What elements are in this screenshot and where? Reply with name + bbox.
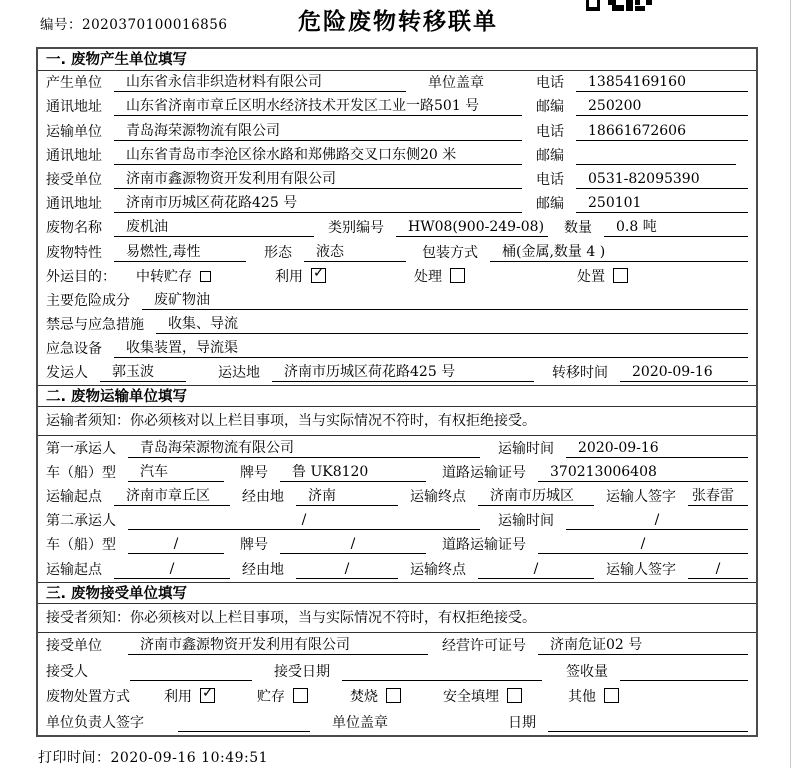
equipment-label: 应急设备: [46, 341, 102, 358]
received-qty-label: 签收量: [566, 663, 608, 680]
plate1-field: 鲁 UK8120: [280, 463, 426, 482]
purpose-transit-checkbox: [200, 271, 211, 282]
section1-title: 一. 废物产生单位填写: [38, 49, 756, 71]
zip3-label: 邮编: [536, 196, 564, 213]
address2-label: 通讯地址: [46, 147, 102, 164]
responsible-sign-field: [178, 713, 310, 732]
sign1-field: 张春雷: [688, 487, 748, 506]
page-edge-line: [790, 0, 791, 768]
manifest-form: [36, 47, 758, 737]
measures-field: 收集、导流: [156, 315, 748, 334]
carrier2-field: /: [128, 511, 480, 530]
quantity-label: 数量: [564, 220, 592, 237]
accept-date-label: 接受日期: [274, 663, 330, 680]
zip1-field: 250200: [576, 97, 748, 116]
shipper-field: 郭玉波: [100, 363, 186, 382]
receiver-row: [38, 168, 756, 192]
purpose-dispose-checkbox: [613, 268, 628, 283]
quantity-field: 0.8 吨: [604, 218, 748, 237]
waste-name-label: 废物名称: [46, 220, 102, 237]
waste-name-row: [38, 216, 756, 240]
disposal-label: 废物处置方式: [46, 689, 130, 706]
receiver-label: 接受单位: [46, 171, 102, 188]
accept-unit-field: 济南市鑫源物资开发利用有限公司: [128, 636, 428, 655]
print-time-label: 打印时间：: [38, 750, 111, 766]
disposal-method-row: [38, 684, 756, 710]
zip2-label: 邮编: [536, 147, 564, 164]
unit-seal-label: 单位盖章: [428, 75, 484, 92]
origin1-field: 济南市章丘区: [114, 487, 230, 506]
route2-row: [38, 557, 756, 581]
waste-character-row: [38, 240, 756, 264]
responsible-sign-label: 单位负责人签字: [46, 714, 144, 731]
transfer-time-field: 2020-09-16: [620, 363, 748, 382]
packing-field: 桶(金属,数量 4 ): [490, 243, 748, 262]
disposal-landfill-checkbox: [507, 688, 522, 703]
transporter-field: 青岛海荣源物流有限公司: [114, 122, 522, 141]
disposal-other-checkbox: [604, 688, 619, 703]
license-label: 经营许可证号: [442, 638, 526, 655]
vehicle2-label: 车（船）型: [46, 537, 116, 554]
transport-time2-field: /: [566, 511, 748, 530]
disposal-use-checkbox: [200, 688, 215, 703]
accept-date-field: [342, 662, 542, 681]
unit-seal2-label: 单位盖章: [332, 714, 388, 731]
vehicle1-row: [38, 461, 756, 485]
shipper-row: [38, 361, 756, 385]
vehicle1-field: 汽车: [128, 463, 224, 482]
accept-unit-label: 接受单位: [46, 638, 102, 655]
transporter-label: 运输单位: [46, 123, 102, 140]
transport-time2-label: 运输时间: [498, 513, 554, 530]
section2-title: 二. 废物运输单位填写: [38, 385, 756, 407]
address3-label: 通讯地址: [46, 196, 102, 213]
permit2-label: 道路运输证号: [442, 537, 526, 554]
carrier1-field: 青岛海荣源物流有限公司: [128, 439, 480, 458]
carrier2-row: [38, 509, 756, 533]
origin2-label: 运输起点: [46, 561, 102, 578]
waste-name-field: 废机油: [114, 218, 314, 237]
phone3-label: 电话: [536, 171, 564, 188]
sign2-label: 运输人签字: [606, 561, 676, 578]
zip2-field: [576, 146, 736, 165]
phone1-label: 电话: [536, 75, 564, 92]
purpose-option-use: 利用 ✓: [275, 268, 326, 286]
vehicle2-field: /: [128, 535, 224, 554]
destination-field: 济南市历城区荷花路425 号: [272, 363, 534, 382]
plate2-label: 牌号: [240, 537, 268, 554]
serial-value: 2020370100016856: [82, 17, 228, 33]
plate2-field: /: [280, 535, 426, 554]
origin2-field: /: [114, 560, 230, 579]
hazard-field: 废矿物油: [142, 291, 748, 310]
acceptor-label: 接受人: [46, 663, 88, 680]
origin1-label: 运输起点: [46, 489, 102, 505]
end1-field: 济南市历城区: [478, 487, 594, 506]
via1-label: 经由地: [242, 489, 284, 505]
via2-field: /: [296, 560, 398, 579]
vehicle1-label: 车（船）型: [46, 464, 116, 481]
sign2-field: /: [688, 560, 748, 579]
disposal-option-landfill: 安全填埋: [443, 688, 522, 706]
route1-row: [38, 485, 756, 509]
destination-label: 运达地: [218, 365, 260, 382]
packing-label: 包装方式: [422, 244, 478, 261]
end2-field: /: [478, 560, 594, 579]
address2-field: 山东省青岛市李沧区徐水路和郑佛路交叉口东侧20 米: [114, 146, 522, 165]
equipment-field: 收集装置，导流渠: [114, 339, 748, 358]
disposal-option-store: 贮存: [257, 688, 308, 706]
emergency-equipment-row: [38, 337, 756, 361]
producer-address-row: [38, 95, 756, 119]
receiver-address-row: [38, 192, 756, 216]
carrier1-row: [38, 436, 756, 460]
transport-time1-field: 2020-09-16: [566, 439, 748, 458]
date-field: [548, 713, 748, 732]
permit2-field: /: [538, 535, 748, 554]
qr-code-icon: [586, 0, 652, 11]
shipper-label: 发运人: [46, 365, 88, 382]
print-time-value: 2020-09-16 10:49:51: [110, 750, 269, 766]
address3-field: 济南市历城区荷花路425 号: [114, 194, 522, 213]
category-label: 类别编号: [328, 220, 384, 237]
transporter-notice: 运输者须知：你必须核对以上栏目事项，当与实际情况不符时，有权拒绝接受。: [38, 407, 756, 436]
carrier2-label: 第二承运人: [46, 513, 116, 530]
phone2-field: 18661672606: [576, 122, 748, 141]
purpose-label: 外运目的：: [46, 268, 116, 285]
purpose-option-transit: 中转贮存: [136, 268, 211, 286]
transfer-time-label: 转移时间: [552, 365, 608, 382]
accept-unit-row: [38, 633, 756, 659]
character-field: 易燃性,毒性: [114, 243, 246, 262]
acceptor-row: [38, 658, 756, 684]
license-field: 济南危证02 号: [538, 636, 748, 655]
producer-field: 山东省永信非织造材料有限公司: [114, 73, 406, 92]
zip3-field: 250101: [576, 194, 748, 213]
hazard-component-row: [38, 289, 756, 313]
date-label: 日期: [508, 714, 536, 731]
transport-time1-label: 运输时间: [498, 440, 554, 457]
disposal-store-checkbox: [293, 688, 308, 703]
purpose-option-dispose: 处置: [577, 268, 628, 286]
receiver-notice: 接受者须知：你必须核对以上栏目事项，当与实际情况不符时，有权拒绝接受。: [38, 604, 756, 633]
transporter-row: [38, 119, 756, 143]
producer-row: [38, 71, 756, 95]
signature-row: [38, 709, 756, 735]
phone2-label: 电话: [536, 123, 564, 140]
via1-field: 济南: [296, 487, 398, 506]
disposal-option-other: 其他: [568, 688, 619, 706]
section3-title: 三. 废物接受单位填写: [38, 582, 756, 604]
disposal-burn-checkbox: [386, 688, 401, 703]
end2-label: 运输终点: [410, 561, 466, 578]
end1-label: 运输终点: [410, 489, 466, 505]
transporter-address-row: [38, 144, 756, 168]
received-qty-field: [620, 662, 748, 681]
disposal-option-use: 利用 ✓: [164, 688, 215, 706]
address1-label: 通讯地址: [46, 99, 102, 116]
measures-label: 禁忌与应急措施: [46, 317, 144, 334]
purpose-treat-checkbox: [450, 268, 465, 283]
producer-label: 产生单位: [46, 75, 102, 92]
character-label: 废物特性: [46, 244, 102, 261]
print-time-line: [38, 747, 268, 767]
acceptor-field: [130, 662, 252, 681]
serial-label: 编号：: [40, 17, 82, 33]
address1-field: 山东省济南市章丘区明水经济技术开发区工业一路501 号: [114, 97, 522, 116]
vehicle2-row: [38, 533, 756, 557]
emergency-measures-row: [38, 313, 756, 337]
purpose-use-checkbox: [311, 268, 326, 283]
via2-label: 经由地: [242, 561, 284, 578]
category-field: HW08(900-249-08): [396, 218, 548, 237]
phone3-field: 0531-82095390: [576, 170, 748, 189]
permit1-label: 道路运输证号: [442, 464, 526, 481]
disposal-option-burn: 焚烧: [350, 688, 401, 706]
form-label: 形态: [264, 244, 292, 261]
sign1-label: 运输人签字: [606, 489, 676, 505]
zip1-label: 邮编: [536, 99, 564, 116]
transport-purpose-row: [38, 265, 756, 289]
plate1-label: 牌号: [240, 464, 268, 481]
purpose-option-treat: 处理: [414, 268, 465, 286]
phone1-field: 13854169160: [576, 73, 748, 92]
receiver-field: 济南市鑫源物资开发利用有限公司: [114, 170, 522, 189]
page-title: 危险废物转移联单: [298, 9, 498, 35]
hazard-label: 主要危险成分: [46, 292, 130, 309]
form-field: 液态: [304, 243, 406, 262]
carrier1-label: 第一承运人: [46, 440, 116, 457]
permit1-field: 370213006408: [538, 463, 748, 482]
